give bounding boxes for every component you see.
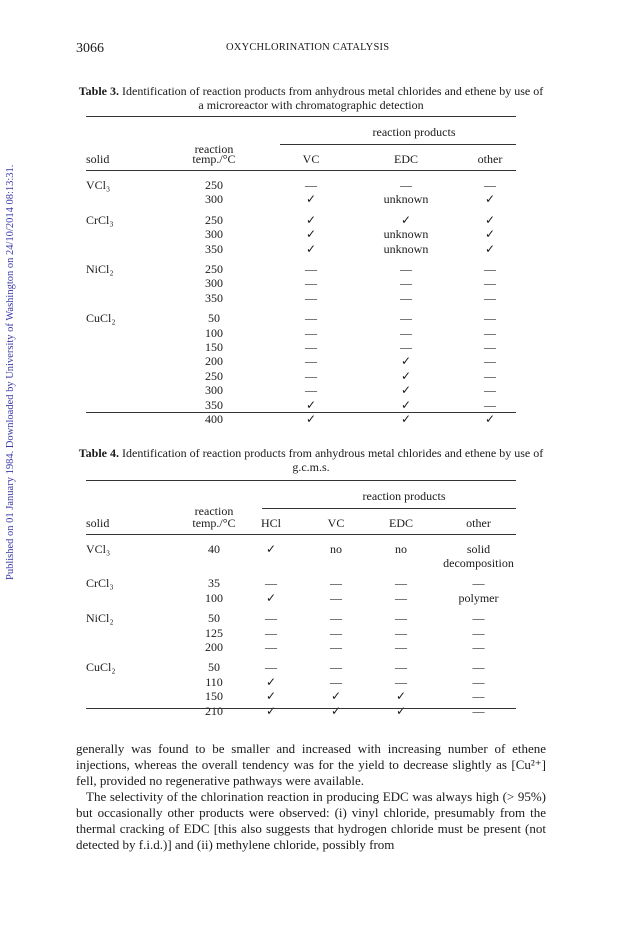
table3-cell-edc: — [400, 276, 412, 291]
table4-cell-temp: 100 [205, 590, 223, 605]
table3-cell-vc: ✓ [305, 192, 317, 207]
table3-cell-temp: 250 [205, 212, 223, 227]
table3-cell-vc: — [305, 178, 317, 192]
table4-cell-temp: 40 [208, 542, 220, 556]
table4-cell-hcl: ✓ [265, 674, 277, 689]
table3-header-other: other [477, 152, 503, 166]
table4-cell-vc: — [330, 625, 342, 640]
table3-cell-vc: — [305, 311, 317, 326]
table4-cell-edc: ✓ [395, 703, 407, 718]
table3-cell-other: — [484, 397, 496, 412]
table4-cell-hcl: ✓ [265, 542, 277, 556]
table3-cell-temp: 200 [205, 354, 223, 369]
table4-cell-hcl: — [265, 625, 277, 640]
table3-cell-edc: ✓ [400, 383, 412, 398]
table3-cell-temp: 150 [205, 340, 223, 354]
table4-cell-solid: NiCl₂ [86, 611, 114, 626]
table3-cell-vc: ✓ [305, 241, 317, 256]
table3-cell-temp: 350 [205, 397, 223, 412]
table4-cell-temp: 200 [205, 640, 223, 654]
table4-cell-vc: — [330, 660, 342, 675]
table3-cell-edc: — [400, 262, 412, 276]
table4-cell-edc: — [395, 640, 407, 654]
table4-cell-other: — [472, 674, 485, 689]
table4-cell-vc: ✓ [330, 703, 342, 718]
table3-cell-vc: — [305, 325, 317, 340]
table3-cell-temp: 250 [205, 178, 223, 192]
table4-cell-solid: CuCl₂ [86, 660, 116, 675]
table3 [86, 116, 516, 426]
table4-cell-solid: VCl₃ [86, 542, 111, 556]
table3-cell-other: ✓ [484, 192, 496, 207]
table4-cell-temp: 210 [205, 703, 223, 718]
table3-cell-edc: ✓ [400, 397, 412, 412]
table3-cell-temp: 300 [205, 276, 223, 291]
table3-cell-solid: NiCl₂ [86, 262, 114, 276]
table3-header-temp-line1: reaction [194, 142, 234, 156]
table4-cell-edc: ✓ [395, 689, 407, 704]
table3-cell-edc: — [400, 290, 412, 305]
page-header [76, 41, 546, 57]
table3-cell-vc: — [305, 290, 317, 305]
table3-cell-edc: unknown [383, 192, 429, 207]
table4-header-edc: EDC [389, 516, 413, 530]
table4-cell-vc: — [330, 576, 342, 591]
table4-cell-edc: — [395, 660, 407, 675]
table3-top-rule [86, 116, 516, 117]
table3-cell-other: — [484, 276, 496, 291]
table3-caption [76, 84, 546, 112]
table4-header-hcl: HCl [260, 516, 281, 530]
table4-cell-temp: 110 [205, 674, 223, 689]
table4-header-temp-line2: temp./°C [192, 516, 236, 530]
table3-header-edc: EDC [394, 152, 418, 166]
table3-cell-temp: 50 [208, 311, 220, 326]
running-title: OXYCHLORINATION CATALYSIS [226, 42, 390, 53]
table3-cell-vc: — [305, 354, 317, 369]
table3-group-rule [280, 144, 516, 145]
table3-cell-temp: 300 [205, 383, 223, 398]
table3-cell-edc: — [400, 311, 412, 326]
table3-cell-edc: — [400, 340, 412, 354]
table4-cell-vc: ✓ [330, 689, 342, 704]
table3-label: Table 3. [78, 84, 120, 98]
table4-cell-hcl: — [265, 660, 277, 675]
table3-cell-temp: 350 [205, 241, 223, 256]
table3-cell-other: — [484, 340, 496, 354]
table3-header-temp-line2: temp./°C [192, 152, 236, 166]
table3-cell-solid: CuCl₂ [86, 311, 116, 326]
table3-cell-solid: CrCl₃ [86, 212, 114, 227]
body-paragraph-1: generally was found to be smaller and increased with increasing number of ethene injections, whereas the overall tendency was for the yield to decrease slightly as [Cu²⁺] fell, provided no regenerative pathways were available. [76, 741, 546, 788]
table4-cell-edc: — [395, 576, 407, 591]
table3-cell-other: ✓ [484, 212, 496, 227]
table3-cell-edc: — [400, 325, 412, 340]
table4-cell-edc: — [395, 611, 407, 626]
table4-caption-text: Identification of reaction products from anhydrous metal chlorides and ethene by use of g.c.m.s. [122, 446, 544, 474]
table3-cell-edc: — [400, 178, 412, 192]
table3-cell-other: — [484, 383, 496, 398]
table3-group-header: reaction products [372, 125, 456, 139]
table3-cell-other: — [484, 354, 496, 369]
download-notice: Published on 01 January 1984. Downloaded by University of Washington on 24/10/2014 08:13:31. [5, 164, 16, 580]
table4-cell-other: — [472, 640, 485, 654]
table4-cell-hcl: — [265, 576, 277, 591]
table4-cell-temp: 50 [208, 611, 220, 626]
table3-cell-edc: ✓ [400, 212, 412, 227]
table4-cell-vc: — [330, 674, 342, 689]
table3-bottom-rule [86, 412, 516, 413]
body-paragraph-2: The selectivity of the chlorination reaction in producing EDC was always high (> 95%) but occasionally other products were observed: (i) vinyl chloride, presumably from the thermal cracking of EDC [this also suggests that hydrogen chloride must be present (not detected by f.i.d.)] and (ii) methylene chloride, possibly from [76, 789, 546, 852]
table3-cell-vc: ✓ [305, 397, 317, 412]
table4-cell-vc: — [330, 640, 342, 654]
table3-cell-edc: unknown [383, 241, 429, 256]
body-text [76, 741, 546, 853]
table4-cell-vc: — [330, 611, 342, 626]
table3-cell-edc: ✓ [400, 354, 412, 369]
table3-cell-temp: 350 [205, 290, 223, 305]
table3-cell-other: — [484, 368, 496, 383]
table3-cell-temp: 400 [205, 412, 223, 426]
table3-cell-other: ✓ [484, 241, 496, 256]
table4-cell-other: — [472, 625, 485, 640]
table3-cell-solid: VCl₃ [86, 178, 111, 192]
table4-cell-hcl: ✓ [265, 689, 277, 704]
table4-group-rule [262, 508, 516, 509]
table3-cell-temp: 300 [205, 227, 223, 242]
table3-cell-other: ✓ [484, 412, 496, 426]
table3-cell-vc: — [305, 383, 317, 398]
table4-cell-other: solid [466, 542, 491, 556]
table3-cell-other: — [484, 262, 496, 276]
table3-cell-vc: — [305, 262, 317, 276]
table3-header-solid: solid [86, 152, 110, 166]
table3-cell-vc: ✓ [305, 412, 317, 426]
table3-cell-temp: 300 [205, 192, 223, 207]
table3-cell-other: — [484, 290, 496, 305]
table4-label: Table 4. [78, 446, 120, 460]
table4-top-rule [86, 480, 516, 481]
table4 [86, 480, 516, 718]
table4-cell-hcl: ✓ [265, 703, 277, 718]
table3-cell-vc: ✓ [305, 212, 317, 227]
table3-cell-vc: — [305, 276, 317, 291]
table3-cell-edc: unknown [383, 227, 429, 242]
table4-header-vc: VC [327, 516, 345, 530]
table3-cell-vc: ✓ [305, 227, 317, 242]
table4-header-rule [86, 534, 516, 535]
table3-cell-other: ✓ [484, 227, 496, 242]
table4-cell-other: — [472, 660, 485, 675]
table3-cell-other: — [484, 325, 496, 340]
table4-header-other: other [466, 516, 491, 530]
table4-cell-solid: CrCl₃ [86, 576, 114, 591]
table4-header-temp-line1: reaction [194, 504, 234, 518]
table4-cell-edc: no [395, 542, 407, 556]
table4-cell-vc: — [330, 590, 342, 605]
table4-cell-temp: 50 [208, 660, 220, 675]
table3-cell-other: — [484, 178, 496, 192]
table4-cell-temp: 125 [205, 625, 223, 640]
table4-cell-hcl: — [265, 640, 277, 654]
table4-cell-other: — [472, 576, 485, 591]
table4-cell-edc: — [395, 674, 407, 689]
table4-cell-hcl: ✓ [265, 590, 277, 605]
table3-cell-temp: 250 [205, 262, 223, 276]
table4-cell-other: — [472, 611, 485, 626]
table4-cell-other-cont: decomposition [443, 556, 514, 570]
table4-cell-other: polymer [458, 590, 499, 605]
page-number: 3066 [76, 41, 104, 56]
table3-caption-text: Identification of reaction products from anhydrous metal chlorides and ethene by use of a microreactor with chromatographic detection [122, 84, 544, 112]
table4-cell-hcl: — [265, 611, 277, 626]
table4-cell-temp: 35 [208, 576, 220, 591]
table3-cell-edc: ✓ [400, 412, 412, 426]
table3-cell-other: — [484, 311, 496, 326]
table3-header-rule [86, 170, 516, 171]
table4-group-header: reaction products [362, 489, 446, 503]
table4-cell-temp: 150 [205, 689, 223, 704]
table3-header-vc: VC [302, 152, 320, 166]
table3-cell-temp: 100 [205, 325, 223, 340]
table4-caption [76, 446, 546, 474]
table3-cell-edc: ✓ [400, 368, 412, 383]
table4-cell-other: — [472, 689, 485, 704]
table4-cell-vc: no [330, 542, 342, 556]
table3-cell-vc: — [305, 368, 317, 383]
table4-header-solid: solid [86, 516, 110, 530]
table4-cell-other: — [472, 703, 485, 718]
table4-cell-edc: — [395, 590, 407, 605]
table3-cell-temp: 250 [205, 368, 223, 383]
table3-cell-vc: — [305, 340, 317, 354]
table4-cell-edc: — [395, 625, 407, 640]
table4-bottom-rule [86, 708, 516, 709]
